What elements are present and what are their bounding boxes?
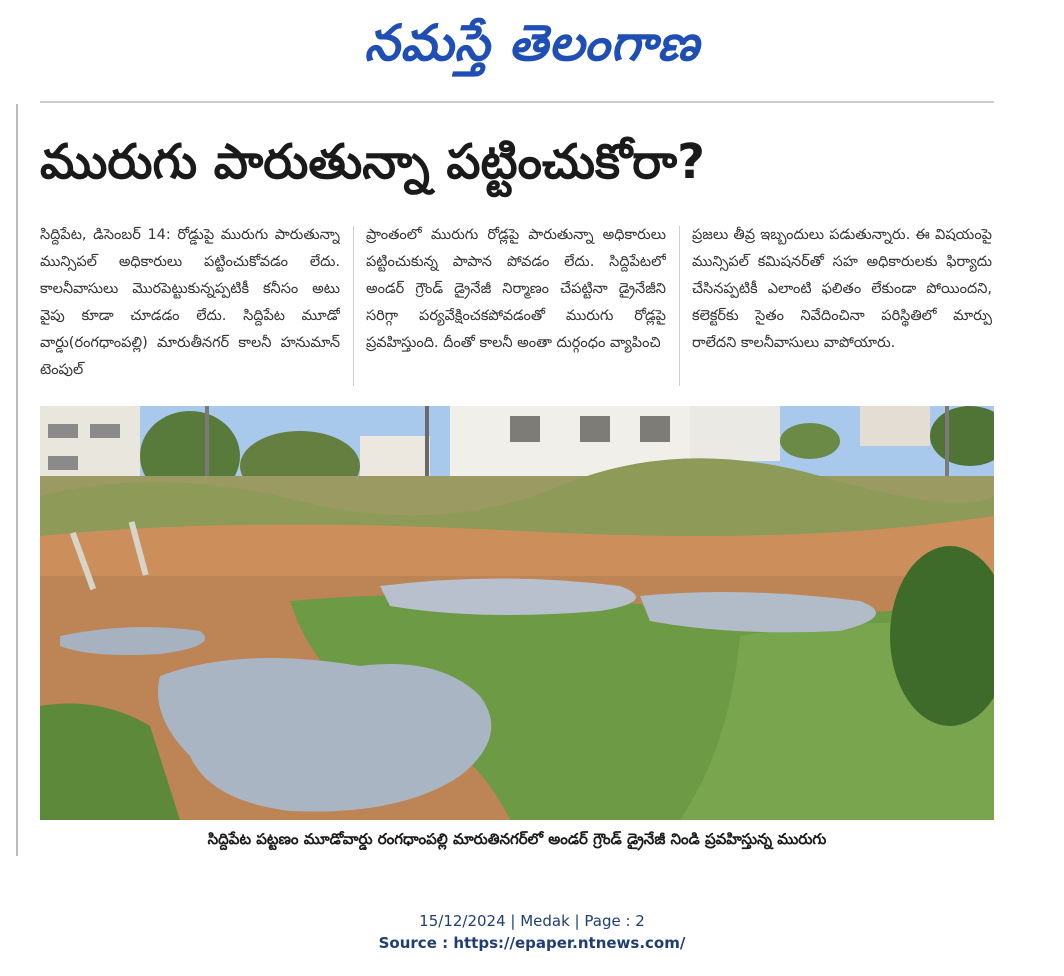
news-photo: [40, 406, 994, 820]
article-body: [40, 222, 994, 392]
top-divider: [40, 101, 994, 103]
masthead-logo: నమస్తే తెలంగాణ: [364, 14, 700, 72]
photo-caption: సిద్దిపేట పట్టణం మూడోవార్డు రంగధాంపల్లి మారుతినగర్‌లో అండర్ గ్రౌండ్ డ్రైనేజీ నిండి ప్రవహిస్తున్న మురుగు: [207, 830, 827, 848]
edition-info: 15/12/2024 | Medak | Page : 2: [419, 912, 645, 930]
source-link[interactable]: Source : https://epaper.ntnews.com/: [378, 934, 686, 952]
article-column-1: సిద్దిపేట, డిసెంబర్ 14: రోడ్డుపై మురుగు పారుతున్నా మున్సిపల్ అధికారులు పట్టించుకోవడం లేదు. కాలనీవాసులు మొరపెట్టుకున్నప్పటికీ కనీసం అటు వైపు కూడా చూడడం లేదు. సిద్దిపేట మూడో వార్డు(రంగధాంపల్లి) మారుతీనగర్ కాలనీ హనుమాన్ టెంపుల్: [40, 227, 340, 378]
column-divider: [353, 226, 354, 386]
article-column-2: ప్రాంతంలో మురుగు రోడ్లపై పారుతున్నా అధికారులు పట్టించుకున్న పాపాన పోవడం లేదు. సిద్దిపేటలో అండర్ గ్రౌండ్ డ్రైనేజీ నిర్మాణం చేపట్టినా డ్రైనేజీని సరిగ్గా పర్యవేక్షించకపోవడంతో మురుగు రోడ్లపై ప్రవహిస్తుంది. దీంతో కాలనీ అంతా దుర్గంధం వ్యాపించి: [366, 227, 666, 351]
column-divider: [679, 226, 680, 386]
article-headline: మురుగు పారుతున్నా పట్టించుకోరా?: [40, 134, 705, 190]
clip-border: [16, 104, 18, 856]
page-footer: [0, 910, 1064, 954]
article-column-3: ప్రజలు తీవ్ర ఇబ్బందులు పడుతున్నారు. ఈ విషయంపై మున్సిపల్ కమిషనర్‌తో సహ అధికారులకు ఫిర్యాదు చేసినప్పటికీ ఎలాంటి ఫలితం లేకుండా పోయిందని, కలెక్టర్‌కు సైతం నివేదించినా పరిస్థితిలో మార్పు రాలేదని కాలనీవాసులు వాపోయారు.: [692, 227, 992, 351]
